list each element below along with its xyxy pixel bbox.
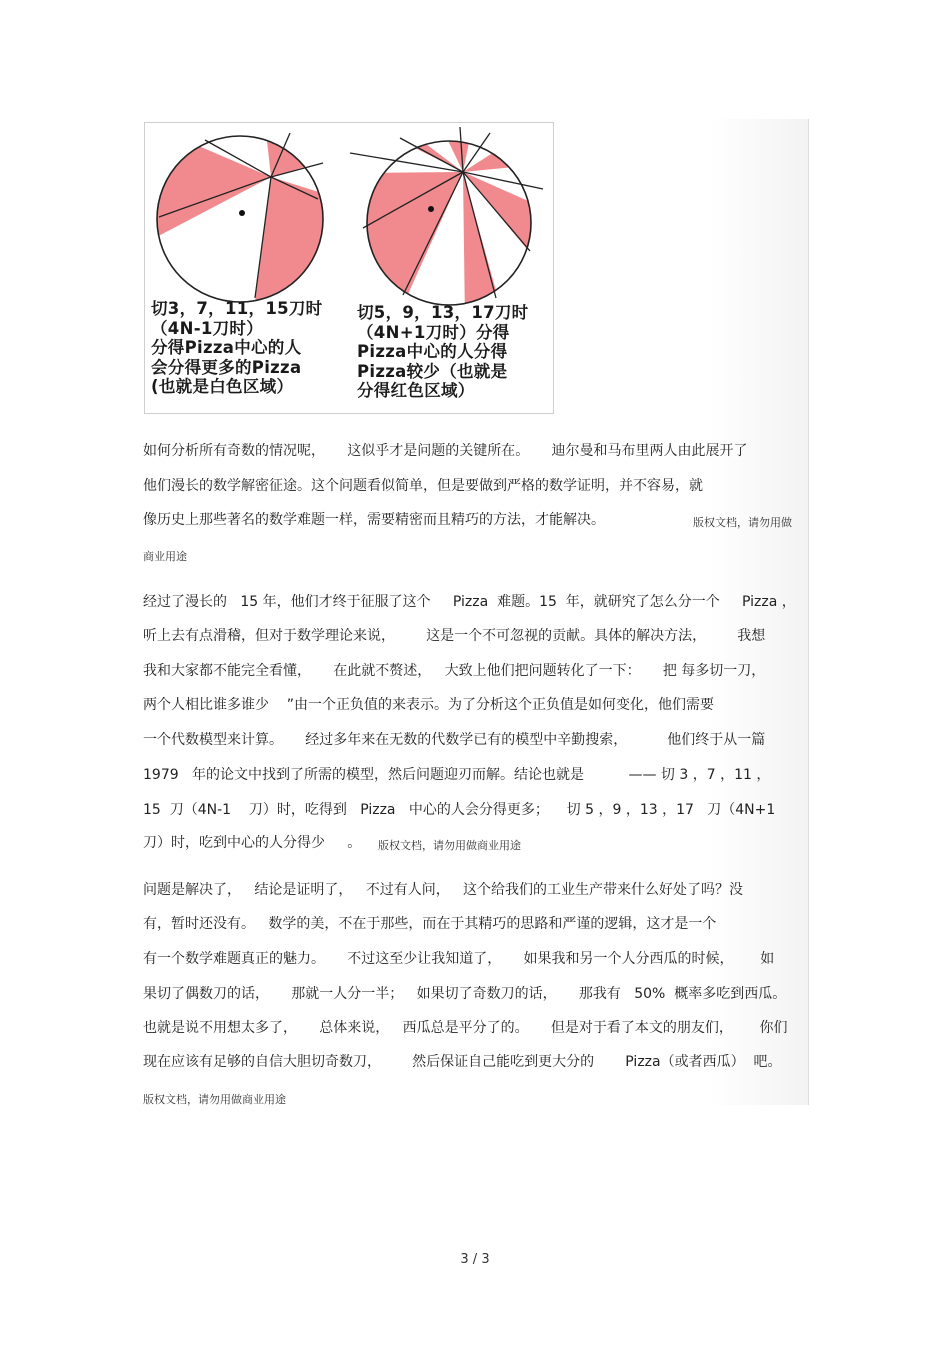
paragraph-3-line-2: 有，暂时还没有。 数学的美，不在于那些，而在于其精巧的思路和严谨的逻辑，这才是一个	[143, 916, 717, 932]
paragraph-3-line-4: 果切了偶数刀的话， 那就一人分一半； 如果切了奇数刀的话， 那我有 50% 概率多吃到西瓜。	[143, 986, 787, 1002]
paragraph-2-line-7: 15 刀（4N-1 刀）时，吃得到 Pizza 中心的人会分得更多； 切 5 ，9 ，13 ，17 刀（4N+1	[143, 802, 776, 818]
copyright-note: 版权文档，请勿用做	[693, 516, 792, 529]
paragraph-2-line-4: 两个人相比谁多谁少 ”由一个正负值的来表示。为了分析这个正负值是如何变化，他们需要	[143, 697, 715, 713]
page-number: 3 / 3	[460, 1252, 490, 1267]
caption-line: 分得红色区域）	[357, 381, 475, 400]
caption-line: （4N-1刀时）	[151, 318, 264, 338]
paragraph-2-line-5: 一个代数模型来计算。 经过多年来在无数的代数学已有的模型中辛勤搜索， 他们终于从一篇	[143, 732, 766, 748]
caption-line: 会分得更多的Pizza	[151, 357, 302, 377]
caption-line: Pizza较少（也就是	[357, 361, 508, 381]
paragraph-2-line-2: 听上去有点滑稽，但对于数学理论来说， 这是一个不可忽视的贡献。具体的解决方法， 我想	[143, 628, 766, 644]
caption-line: 切3，7，11，15刀时	[151, 299, 323, 318]
caption-line: 切5，9，13，17刀时	[357, 303, 529, 322]
paragraph-3-line-5: 也就是说不用想太多了， 总体来说， 西瓜总是平分了的。 但是对于看了本文的朋友们， 你们	[143, 1020, 788, 1036]
left-caption	[151, 299, 322, 397]
caption-line: (也就是白色区域）	[151, 377, 294, 396]
right-center-dot	[428, 206, 434, 212]
paragraph-2-line-1: 经过了漫长的 15 年，他们才终于征服了这个 Pizza 难题。15 年，就研究了怎么分一个 Pizza ，	[143, 594, 796, 610]
right-red-slice-6	[345, 172, 463, 323]
right-red-slice-1	[345, 123, 463, 172]
pizza-figure	[144, 122, 554, 414]
paragraph-1-line-1: 如何分析所有奇数的情况呢， 这似乎才是问题的关键所在。 迪尔曼和马布里两人由此展开了	[143, 443, 748, 459]
paragraph-3-line-3: 有一个数学难题真正的魅力。 不过这至少让我知道了， 如果我和另一个人分西瓜的时候， 如	[143, 951, 775, 967]
right-caption	[357, 303, 528, 401]
copyright-note: 版权文档，请勿用做商业用途	[143, 1093, 286, 1106]
paragraph-2-line-3: 我和大家都不能完全看懂， 在此就不赘述， 大致上他们把问题转化了一下： 把 每多切一刀，	[143, 663, 766, 679]
left-center-dot	[239, 210, 245, 216]
paragraph-1-line-3: 像历史上那些著名的数学难题一样，需要精密而且精巧的方法，才能解决。	[143, 512, 605, 528]
right-pizza	[345, 123, 555, 323]
copyright-note: 商业用途	[143, 550, 187, 563]
paragraph-1-line-2: 他们漫长的数学解密征途。这个问题看似简单，但是要做到严格的数学证明，并不容易，就	[143, 478, 703, 494]
copyright-note: 版权文档，请勿用做商业用途	[378, 839, 521, 852]
caption-line: Pizza中心的人分得	[357, 342, 508, 361]
paragraph-3-line-1: 问题是解决了， 结论是证明了， 不过有人问， 这个给我们的工业生产带来什么好处了吗？没	[143, 882, 744, 898]
right-red-slice-3	[463, 123, 555, 172]
right-red-slice-2	[435, 123, 475, 172]
paragraph-3-line-6: 现在应该有足够的自信大胆切奇数刀， 然后保证自己能吃到更大分的 Pizza（或者西瓜） 吧。	[143, 1054, 782, 1070]
paragraph-2-line-8: 刀）时，吃到中心的人分得少 。	[143, 835, 362, 851]
caption-line: 分得Pizza中心的人	[151, 338, 302, 357]
caption-line: （4N+1刀时）分得	[357, 322, 510, 342]
paragraph-2-line-6: 1979 年的论文中找到了所需的模型，然后问题迎刃而解。结论也就是 —— 切 3 ，7 ，11 ，	[143, 767, 771, 783]
left-red-slice-3	[271, 123, 385, 177]
